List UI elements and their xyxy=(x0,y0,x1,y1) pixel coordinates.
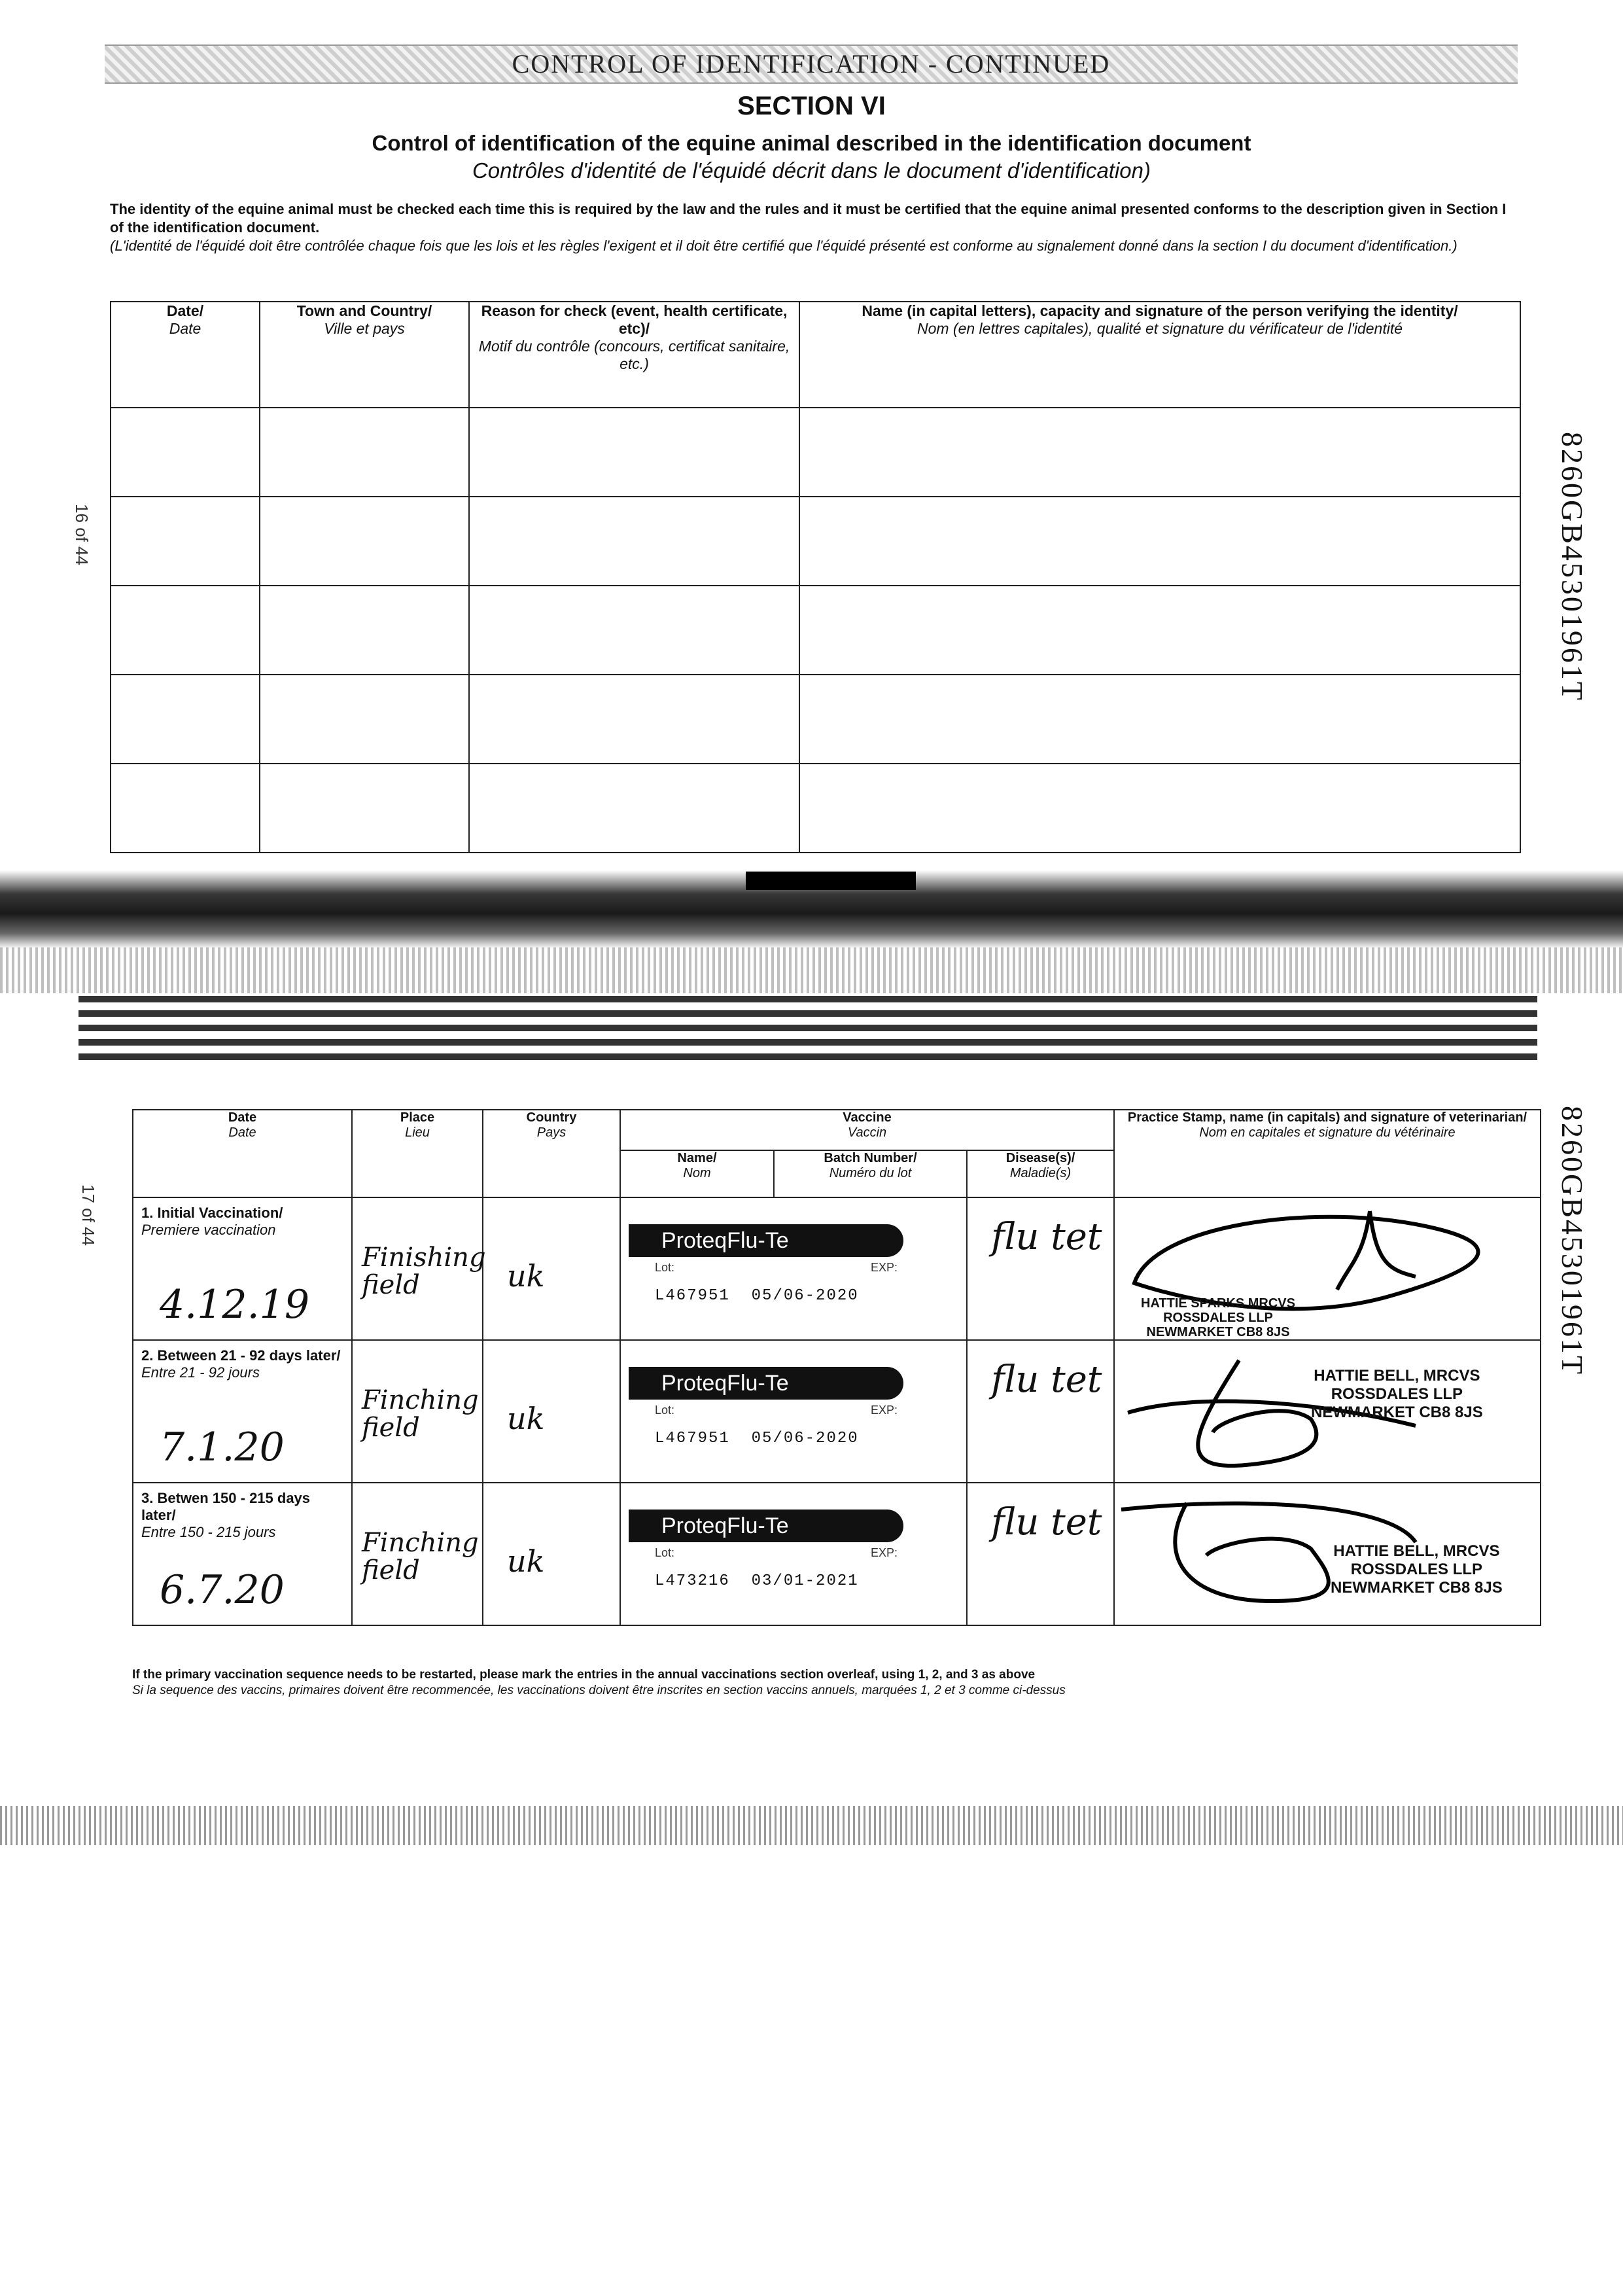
vacc-disease-cell: flu tet xyxy=(967,1197,1114,1340)
vet-signature-cell xyxy=(1114,1483,1541,1625)
vaccine-label-cell xyxy=(620,1197,967,1340)
practice-stamp: HATTIE BELL, MRCVS ROSSDALES LLP NEWMARKET CB8 8JS xyxy=(1311,1367,1483,1421)
vaccine-sticker: ProteqFlu-Te Lot: EXP: L467951 05/06-2020 xyxy=(629,1224,979,1320)
table-row xyxy=(111,408,1520,497)
document-title: Control of identification of the equine animal described in the identification document xyxy=(372,131,1251,155)
header-vacc-date: Date Date xyxy=(133,1110,352,1197)
table-row xyxy=(111,764,1520,853)
scan-artifact xyxy=(0,1806,1623,1845)
page-number-top: 16 of 44 xyxy=(72,504,92,565)
vaccination-footnote: If the primary vaccination sequence needs to be restarted, please mark the entries in the annual vaccinations section overleaf, using 1, 2, and 3 as above Si la sequence des vaccins, primaires doivent être recommencée, les vaccinations doivent être inscrites en section vaccins annuels, marquées 1, 2 et 3 comme ci-dessus xyxy=(132,1668,1066,1697)
header-vacc-place: Place Lieu xyxy=(352,1110,483,1197)
page-number-bottom: 17 of 44 xyxy=(79,1184,98,1246)
vaccine-name: ProteqFlu-Te xyxy=(629,1510,903,1542)
vet-signature-cell xyxy=(1114,1340,1541,1483)
header-vacc-country: Country Pays xyxy=(483,1110,620,1197)
vaccination-row xyxy=(133,1197,1541,1340)
vaccine-label-cell xyxy=(620,1340,967,1483)
vacc-disease-cell: flu tet xyxy=(967,1340,1114,1483)
batch-number: L473216 03/01-2021 xyxy=(655,1572,859,1590)
vaccine-label-cell xyxy=(620,1483,967,1625)
vacc-country-cell: uk xyxy=(483,1483,620,1625)
vacc-place-cell: Finching field xyxy=(352,1483,483,1625)
header-vaccine: Vaccine Vaccin xyxy=(620,1110,1114,1150)
practice-stamp: HATTIE SPARKS MRCVS ROSSDALES LLP NEWMARKET CB8 8JS xyxy=(1141,1296,1295,1339)
vaccine-name: ProteqFlu-Te xyxy=(629,1224,903,1257)
vaccination-table xyxy=(132,1109,1541,1626)
passport-code-bottom: 8260GB45301961T xyxy=(1556,1106,1589,1376)
passport-code-top: 8260GB45301961T xyxy=(1556,432,1589,702)
header-disease: Disease(s)/ Maladie(s) xyxy=(967,1150,1114,1197)
scan-artifact xyxy=(0,947,1623,993)
scan-artifact xyxy=(746,872,916,890)
vaccine-sticker: ProteqFlu-Te Lot: EXP: L473216 03/01-2021 xyxy=(629,1510,979,1605)
vacc-date-cell: 3. Betwen 150 - 215 days later/ Entre 150 - 215 jours 6.7.20 xyxy=(133,1483,352,1625)
vacc-date-cell: 1. Initial Vaccination/ Premiere vaccination 4.12.19 xyxy=(133,1197,352,1340)
identification-control-table xyxy=(110,301,1521,853)
intro-text: The identity of the equine animal must be checked each time this is required by the law and the rules and it must be certified that the equine animal presented conforms to the description given in Section I of the identification document. xyxy=(110,201,1507,236)
header-verifier: Name (in capital letters), capacity and signature of the person verifying the identity/ Nom (en lettres capitales), qualité et signature du vérificateur de l'identité xyxy=(799,302,1520,408)
batch-number: L467951 05/06-2020 xyxy=(655,1287,859,1305)
batch-number: L467951 05/06-2020 xyxy=(655,1430,859,1447)
vacc-country-cell: uk xyxy=(483,1197,620,1340)
table-row xyxy=(111,497,1520,586)
handwritten-date: 4.12.19 xyxy=(160,1282,310,1328)
header-reason: Reason for check (event, health certificate, etc)/ Motif du contrôle (concours, certificat sanitaire, etc.) xyxy=(469,302,799,408)
vaccine-name: ProteqFlu-Te xyxy=(629,1367,903,1400)
page-banner: CONTROL OF IDENTIFICATION - CONTINUED xyxy=(105,44,1518,84)
vacc-date-cell: 2. Between 21 - 92 days later/ Entre 21 - 92 jours 7.1.20 xyxy=(133,1340,352,1483)
handwritten-date: 6.7.20 xyxy=(160,1567,285,1613)
vacc-place-cell: Finching field xyxy=(352,1340,483,1483)
header-town-country: Town and Country/ Ville et pays xyxy=(260,302,469,408)
vaccination-row xyxy=(133,1483,1541,1625)
header-vet: Practice Stamp, name (in capitals) and signature of veterinarian/ Nom en capitales et signature du vétérinaire xyxy=(1114,1110,1541,1197)
practice-stamp: HATTIE BELL, MRCVS ROSSDALES LLP NEWMARKET CB8 8JS xyxy=(1331,1542,1503,1597)
table-row xyxy=(111,586,1520,675)
section-title: SECTION VI xyxy=(737,92,886,120)
vacc-header-row xyxy=(133,1110,1541,1150)
vaccine-sticker: ProteqFlu-Te Lot: EXP: L467951 05/06-2020 xyxy=(629,1367,979,1462)
table-header-row xyxy=(111,302,1520,408)
handwritten-date: 7.1.20 xyxy=(160,1424,285,1470)
intro-text-fr: (L'identité de l'équidé doit être contrôlée chaque fois que les lois et les règles l'exigent et il doit être certifié que l'équidé présenté est conforme au signalement donné dans la section I du document d'identification.) xyxy=(110,238,1457,254)
vacc-country-cell: uk xyxy=(483,1340,620,1483)
vet-signature-cell xyxy=(1114,1197,1541,1340)
document-title-fr: Contrôles d'identité de l'équidé décrit dans le document d'identification) xyxy=(472,158,1151,183)
vacc-disease-cell: flu tet xyxy=(967,1483,1114,1625)
header-batch: Batch Number/ Numéro du lot xyxy=(774,1150,967,1197)
vaccination-row xyxy=(133,1340,1541,1483)
header-vacc-name: Name/ Nom xyxy=(620,1150,774,1197)
vacc-place-cell: Finishing field xyxy=(352,1197,483,1340)
header-date: Date/ Date xyxy=(111,302,260,408)
scan-artifact xyxy=(79,995,1537,1060)
table-row xyxy=(111,675,1520,764)
